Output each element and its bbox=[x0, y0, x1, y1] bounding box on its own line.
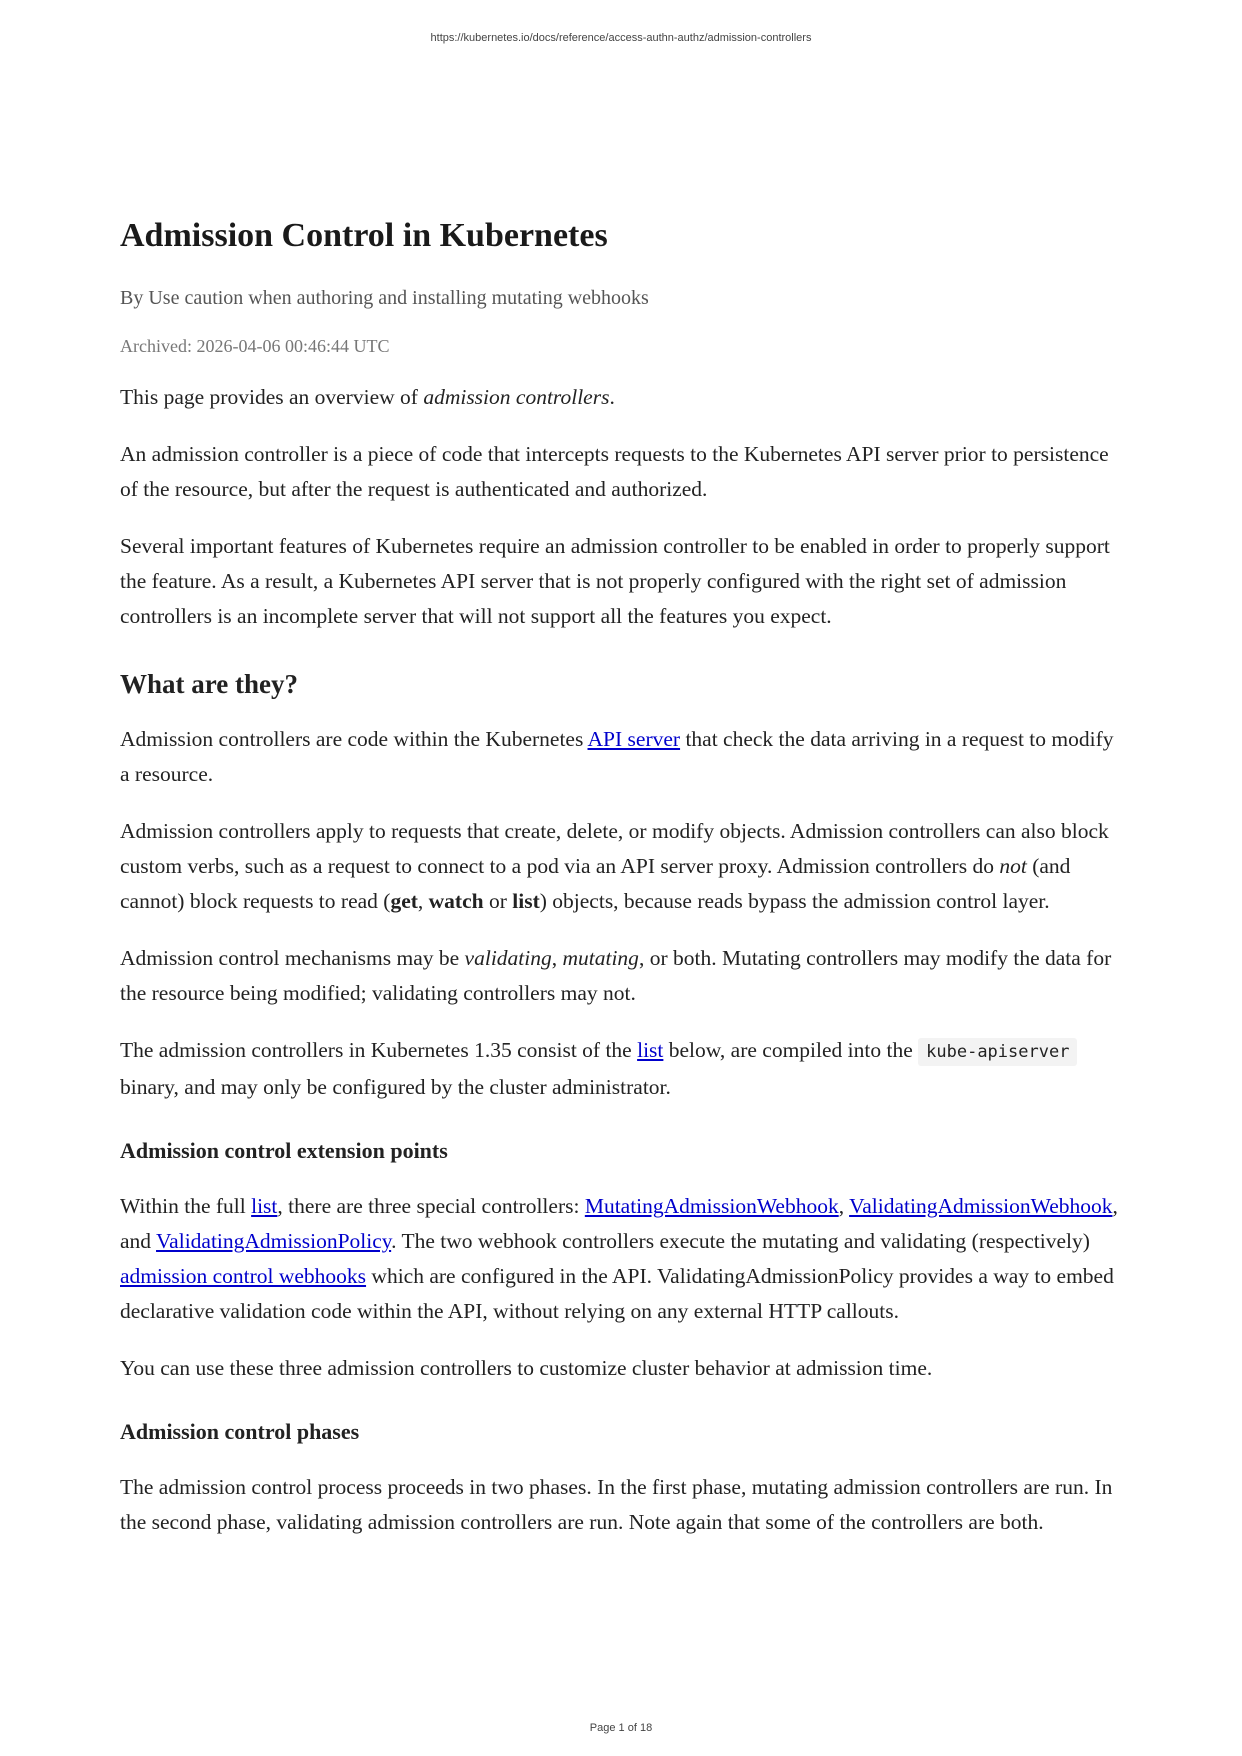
paragraph-importance: Several important features of Kubernetes require an admission controller to be enabled in order to properly support the feature. As a result, a Kubernetes API server that is not properly configured with the right set of admission controllers is an incomplete server that will not support all the features you expect. bbox=[120, 534, 1110, 628]
admission-webhooks-link[interactable]: admission control webhooks bbox=[120, 1264, 367, 1288]
paragraph-phases: The admission control process proceeds in two phases. In the first phase, mutating admission controllers are run. In the second phase, validating admission controllers are run. Note again that some of the controllers are both. bbox=[120, 1475, 1113, 1534]
api-server-link[interactable]: API server bbox=[587, 727, 681, 751]
validating-webhook-link[interactable]: ValidatingAdmissionWebhook bbox=[849, 1194, 1113, 1218]
heading-extension-points: Admission control extension points bbox=[120, 1138, 448, 1163]
validating-policy-link[interactable]: ValidatingAdmissionPolicy bbox=[156, 1229, 392, 1253]
mutating-webhook-link[interactable]: MutatingAdmissionWebhook bbox=[584, 1194, 839, 1218]
paragraph-extension: Within the full list, there are three special controllers: MutatingAdmissionWebhook, ValidatingAdmissionWebhook, and ValidatingAdmissionPolicy. The two webhook controllers execute the mutating and validating (respectively) admission control webhooks which are configured in the API. ValidatingAdmissionPolicy provides a way to embed declarative validation code within the API, without relying on any external HTTP callouts. bbox=[120, 1194, 1118, 1323]
archived-timestamp: Archived: 2026-04-06 00:46:44 UTC bbox=[120, 336, 390, 356]
heading-what-are-they: What are they? bbox=[120, 669, 298, 699]
paragraph-code-within: Admission controllers are code within the Kubernetes API server that check the data arriving in a request to modify a resource. bbox=[120, 727, 1114, 786]
paragraph-intro: This page provides an overview of admission controllers. bbox=[120, 385, 615, 409]
paragraph-compiled: The admission controllers in Kubernetes 1.35 consist of the list below, are compiled into the kube-apiserver binary, and may only be configured by the cluster administrator. bbox=[120, 1033, 1125, 1105]
page-number: Page 1 of 18 bbox=[589, 1722, 653, 1734]
full-list-link[interactable]: list bbox=[251, 1194, 278, 1218]
paragraph-customize: You can use these three admission controllers to customize cluster behavior at admission time. bbox=[120, 1356, 933, 1380]
paragraph-apply: Admission controllers apply to requests that create, delete, or modify objects. Admission controllers can also block custom verbs, such as a request to connect to a pod via an API server proxy. Admission controllers do not (and cannot) block requests to read (get, watch or list) objects, because reads bypass the admission control layer. bbox=[120, 819, 1109, 913]
page-url: https://kubernetes.io/docs/reference/access-authn-authz/admission-controllers bbox=[430, 32, 812, 44]
article bbox=[120, 212, 1125, 1562]
paragraph-definition: An admission controller is a piece of code that intercepts requests to the Kubernetes API server prior to persistence of the resource, but after the request is authenticated and authorized. bbox=[120, 442, 1109, 501]
heading-phases: Admission control phases bbox=[120, 1419, 360, 1444]
byline: By Use caution when authoring and installing mutating webhooks bbox=[120, 287, 649, 309]
list-link[interactable]: list bbox=[637, 1038, 664, 1062]
inline-code: kube-apiserver bbox=[918, 1038, 1077, 1066]
paragraph-mechanisms: Admission control mechanisms may be validating, mutating, or both. Mutating controllers may modify the data for the resource being modified; validating controllers may not. bbox=[120, 946, 1112, 1005]
page-title: Admission Control in Kubernetes bbox=[120, 217, 608, 254]
